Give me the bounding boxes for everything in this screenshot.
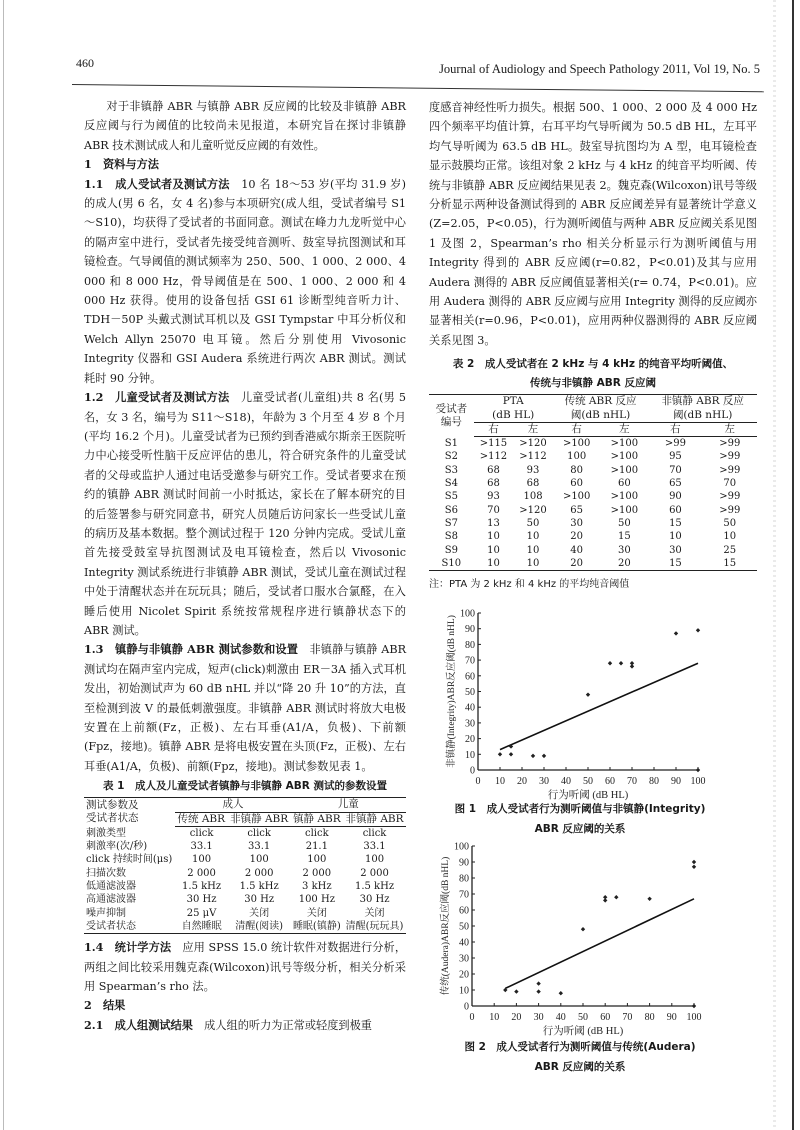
x-tick-label: 0: [475, 776, 481, 787]
row-label: 刺激类型: [86, 827, 126, 839]
cell: 睡眠(镇静): [292, 920, 341, 932]
cell: >100: [610, 451, 639, 463]
subject-id: S5: [444, 491, 458, 503]
right-column: [429, 98, 757, 595]
y-tick-label: 80: [465, 639, 475, 651]
cell: 60: [618, 478, 631, 490]
cell: 93: [526, 464, 540, 476]
ear-right: 右: [648, 422, 702, 436]
cell: 80: [570, 464, 584, 476]
y-tick-label: 90: [459, 857, 469, 869]
cell: 50: [526, 517, 540, 529]
x-tick-label: 30: [539, 776, 549, 787]
cell: 20: [570, 557, 584, 569]
table-1-caption: 表 1 成人及儿童受试者镇静与非镇静 ABR 测试的参数设置: [103, 780, 387, 793]
cell: 15: [618, 531, 631, 543]
subsection-1-4-title: 1.4 统计学方法: [84, 940, 172, 955]
subject-id: S10: [441, 557, 462, 569]
table-row: [429, 490, 757, 503]
ear-right: 右: [553, 422, 601, 436]
y-axis-label: 传统(Audera)ABR反应阈(dB nHL): [441, 856, 451, 996]
data-point-marker: [647, 897, 651, 901]
data-point-marker: [674, 631, 678, 635]
subsection-1-4-text: 应用 SPSS 15.0 统计软件对数据进行分析，两组之间比较采用魏克森(Wilcoxon)讯号等级分析，相关分析采用 Spearman’s rho 法。: [84, 941, 407, 993]
cell: 68: [487, 464, 500, 476]
y-tick-label: 30: [459, 953, 469, 965]
cell: 30 Hz: [359, 894, 390, 906]
cell: 60: [669, 504, 682, 516]
cell: >99: [719, 464, 741, 476]
cell: >100: [610, 504, 639, 516]
table-1-corner: [84, 798, 175, 827]
data-point-marker: [608, 661, 612, 665]
cell: 清醒(阅读): [235, 920, 284, 932]
cell: 70: [723, 478, 737, 490]
section-2-heading: 2 结果: [84, 998, 126, 1013]
journal-title: Journal of Audiology and Speech Pathology 2011, Vol 19, No. 5: [439, 62, 760, 76]
cell: 关闭: [364, 907, 385, 919]
data-point-marker: [603, 895, 607, 899]
subsection-1-4: [84, 938, 406, 996]
pta-unit: (dB HL): [474, 409, 553, 423]
cell: >120: [519, 504, 547, 516]
cell: 50: [618, 517, 631, 529]
cell: 15: [669, 557, 682, 569]
cell: 3 kHz: [302, 881, 332, 892]
data-point-marker: [696, 768, 700, 772]
data-point-marker: [514, 989, 518, 993]
ear-right: 右: [474, 422, 514, 436]
y-tick-label: 50: [465, 687, 475, 698]
cell: 93: [487, 491, 500, 503]
ear-left: 左: [513, 422, 553, 436]
y-tick-label: 60: [465, 671, 475, 683]
cell: >100: [562, 438, 591, 450]
cell: 25 μV: [186, 907, 217, 919]
table-row: [84, 907, 406, 920]
figure-2-scatter-plot: [430, 838, 730, 1037]
cell: 1.5 kHz: [354, 881, 395, 892]
pta-header: PTA: [502, 395, 524, 408]
cell: 68: [526, 478, 540, 490]
table-2-caption-line-1: 表 2 成人受试者在 2 kHz 与 4 kHz 的纯音平均听阈值、: [452, 358, 734, 371]
cell: 100: [249, 854, 269, 866]
subject-id: S7: [444, 517, 458, 529]
cell: 21.1: [305, 841, 328, 853]
cell: 清醒(玩玩具): [345, 920, 404, 932]
data-point-marker: [536, 981, 540, 985]
figure-1-scatter-plot: [430, 605, 730, 801]
subsection-2-1-title: 2.1 成人组测试结果: [84, 1017, 193, 1032]
table-row: [429, 477, 757, 490]
y-tick-label: 50: [459, 921, 469, 933]
table-row: [84, 840, 406, 853]
cell: click: [247, 827, 271, 839]
cell: >100: [610, 438, 639, 450]
cell: 10: [669, 531, 682, 543]
data-point-marker: [498, 752, 502, 756]
x-tick-label: 80: [649, 776, 659, 787]
cell: >100: [610, 464, 639, 476]
table-2-caption-line-2: 传统与非镇静 ABR 反应阈: [529, 377, 657, 390]
col-header: 传统 ABR: [175, 812, 227, 826]
cell: 10: [487, 557, 500, 569]
cell: 自然睡眠: [181, 920, 222, 932]
data-point-marker: [630, 661, 634, 665]
cell: 20: [618, 557, 631, 569]
header-rule: [72, 84, 764, 92]
x-tick-label: 50: [578, 1012, 588, 1023]
cell: 100: [192, 854, 212, 866]
cell: 50: [723, 517, 737, 529]
data-point-marker: [559, 991, 563, 995]
page-edge-left: [3, 0, 4, 1130]
cell: 30: [669, 544, 682, 556]
cell: 33.1: [248, 841, 271, 853]
cell: 10: [526, 531, 540, 543]
y-tick-label: 40: [459, 937, 469, 949]
scan-artifact: [773, 0, 776, 1130]
table-row: [429, 530, 757, 543]
figure-1-caption-line-1: 图 1 成人受试者行为测听阈值与非镇静(Integrity): [454, 803, 706, 815]
cell: 30: [570, 517, 584, 529]
cell: 100: [567, 451, 587, 463]
x-axis-label: 行为听阈 (dB HL): [542, 1026, 624, 1037]
group-child: 儿童: [291, 798, 406, 812]
col-header: 镇静 ABR: [291, 812, 344, 826]
row-label: 低通滤波器: [86, 881, 136, 892]
subsection-2-1: [84, 1016, 406, 1035]
cell: 70: [669, 464, 682, 476]
page-header: [72, 52, 762, 82]
x-tick-label: 90: [671, 776, 681, 787]
y-tick-label: 80: [459, 873, 469, 885]
y-tick-label: 10: [459, 985, 469, 997]
subsection-1-2-text: 儿童受试者(儿童组)共 8 名(男 5 名，女 3 名，编号为 S11～S18)，年龄为 3 个月至 4 岁 8 个月(平均 16.2 个月)。儿童受试者为已预约到香港威尔斯亲王医院听力中心接受听性脑干反应评估的患儿，符合研究条件的儿童受试者的父母或监护人通过电话受邀参与研究工作。受试者要求在预约的镇静 ABR 测试时间前一小时抵达，家长在了解本研究的目的后签署参与研究同意书，研究人员随后访问家长一些受试儿童的病历及基本数据。整个测试过程于 120 分钟内完成。受试儿童首先接受鼓室导抗图测试及电耳镜检查，然后以 Vivosonic Integrity 测试系统进行非镇静 ABR 测试，受试儿童在测试过程中处于清醒状态并在玩玩具；随后，受试者口服水合氯醛，在入睡后使用 Nicolet Spirit 系统按常规程序进行镇静状态下的 ABR 测试。: [84, 391, 407, 637]
y-tick-label: 40: [465, 702, 475, 714]
table-row: [429, 437, 757, 451]
section-1-heading: 1 资料与方法: [84, 157, 159, 172]
cell: 30 Hz: [186, 894, 217, 906]
x-tick-label: 70: [627, 776, 637, 787]
cell: 100: [307, 854, 327, 866]
regression-line: [505, 899, 694, 989]
cell: 20: [570, 531, 584, 543]
subject-id: S8: [444, 531, 458, 543]
cell: >100: [562, 491, 591, 503]
cell: 2 000: [360, 867, 389, 879]
x-tick-label: 60: [600, 1012, 611, 1023]
x-tick-label: 40: [561, 776, 571, 787]
cell: >99: [719, 438, 741, 450]
subsection-2-1-text: 成人组的听力为正常或轻度到极重: [192, 1018, 372, 1032]
y-axis-label: 非镇静(Integrity)ABR反应阈(dB nHL): [447, 615, 457, 768]
figure-2-caption-line-1: 图 2 成人受试者行为测听阈值与传统(Audera): [464, 1041, 696, 1053]
cell: 30 Hz: [244, 894, 275, 906]
cell: 关闭: [306, 907, 327, 919]
page-number: 460: [76, 56, 94, 70]
nonsed-unit: 阈(dB nHL): [648, 409, 757, 423]
data-point-marker: [586, 692, 590, 696]
y-tick-label: 100: [454, 841, 469, 853]
col-header: 非镇静 ABR: [228, 812, 291, 826]
table-row: [429, 504, 757, 517]
cell: 10: [723, 531, 737, 543]
cell: 2 000: [187, 867, 216, 879]
cell: >120: [519, 438, 547, 450]
table-row: [429, 517, 757, 530]
cell: 25: [723, 544, 737, 556]
table-row: [84, 867, 406, 880]
cell: 65: [570, 504, 584, 516]
y-tick-label: 90: [465, 624, 475, 636]
x-tick-label: 10: [489, 1012, 500, 1023]
cell: 108: [523, 491, 543, 503]
col-header: 非镇静 ABR: [343, 812, 406, 826]
subsection-1-3: [84, 640, 406, 776]
y-tick-label: 100: [460, 608, 475, 620]
subsection-1-1-text: 10 名 18～53 岁(平均 31.9 岁)的成人(男 6 名，女 4 名)参与本项研究(成人组，受试者编号 S1～S10)，均获得了受试者的书面同意。测试在峰力九龙听觉中心的隔声室中进行，受试者先接受纯音测听、鼓室导抗图测试和耳镜检查。气导阈值的测试频率为 250、500、1 000、2 000、4 000 和 8 000 Hz，骨导阈值是在 500、1 000、2 000 和 4 000 Hz 获得。使用的设备包括 GSI 61 诊断型纯音听力计、TDH－50P 头戴式测试耳机以及 GSI Tympstar 中耳分析仪和 Welch Allyn 25070 电耳镜。然后分别使用 Vivosonic Integrity 仪器和 GSI Audera 系统进行两次 ABR 测试。测试耗时 90 分钟。: [84, 177, 406, 385]
cell: 95: [669, 451, 682, 463]
subject-header-1: 受试者: [435, 402, 468, 415]
table-2-note: 注：PTA 为 2 kHz 和 4 kHz 的平均纯音阈值: [429, 579, 630, 591]
cell: 10: [487, 531, 500, 543]
data-point-marker: [614, 895, 618, 899]
ear-left: 左: [601, 422, 649, 436]
subject-header: [429, 395, 474, 437]
x-tick-label: 40: [555, 1012, 566, 1023]
x-tick-label: 20: [517, 776, 527, 787]
subsection-1-2-title: 1.2 儿童受试者及测试方法: [84, 390, 230, 405]
data-point-marker: [692, 860, 696, 864]
y-tick-label: 0: [464, 1001, 469, 1013]
subsection-1-3-text: 非镇静与镇静 ABR 测试均在隔声室内完成，短声(click)刺激由 ER－3A 插入式耳机发出，初始测试声为 60 dB nHL 并以“降 20 升 10”的方法，直至检测到波 V 的最低刺激强度。非镇静 ABR 测试时将放大电极安置在上前额(Fz，正极)、左右耳垂(A1/A，负极)、下前额(Fpz，接地)。镇静 ABR 是将电极安置在头顶(Fz，正极)、左右耳垂(A1/A，负极)、前额(Fpz，接地)。测试参数见表 1。: [84, 643, 407, 773]
table-row: [84, 826, 406, 840]
x-tick-label: 30: [533, 1012, 544, 1023]
x-tick-label: 60: [605, 776, 615, 787]
data-point-marker: [692, 1004, 696, 1008]
x-tick-label: 50: [583, 776, 593, 787]
cell: click: [305, 827, 329, 839]
cell: >99: [664, 438, 686, 450]
row-label: 刺激率(次/秒): [86, 841, 148, 853]
row-label: 噪声抑制: [86, 907, 126, 919]
x-tick-label: 70: [622, 1012, 633, 1023]
cell: 100: [365, 854, 385, 866]
cell: >115: [479, 438, 508, 450]
table-1: [84, 797, 406, 934]
cell: 10: [526, 544, 540, 556]
y-tick-label: 10: [465, 749, 475, 761]
figure-1: [430, 605, 730, 839]
cell: click: [189, 827, 214, 839]
table-row: [84, 853, 406, 866]
cell: 68: [487, 478, 500, 490]
trad-unit: 阈(dB nHL): [553, 409, 648, 423]
cell: 关闭: [249, 907, 270, 919]
subject-id: S6: [444, 504, 458, 516]
cell: 10: [487, 544, 500, 556]
cell: 40: [570, 544, 584, 556]
subsection-1-1: [84, 175, 406, 388]
table-row: [84, 880, 406, 893]
subject-id: S1: [444, 437, 458, 449]
y-tick-label: 30: [465, 718, 475, 730]
cell: 100 Hz: [298, 894, 335, 906]
y-tick-label: 20: [459, 969, 469, 981]
cell: 70: [487, 504, 500, 516]
cell: 15: [723, 557, 737, 569]
x-tick-label: 90: [666, 1012, 677, 1023]
x-axis-label: 行为听阈 (dB HL): [547, 790, 629, 801]
figure-2: [430, 838, 730, 1077]
cell: >99: [719, 451, 741, 463]
nonsed-header: 非镇静 ABR 反应: [661, 395, 744, 408]
ear-left: 左: [703, 422, 757, 436]
cell: 65: [669, 478, 682, 490]
cell: 33.1: [363, 841, 386, 853]
group-adult: 成人: [175, 798, 290, 812]
results-paragraph: 度感音神经性听力损失。根据 500、1 000、2 000 及 4 000 Hz 四个频率平均值计算，右耳平均气导听阈为 50.5 dB HL，左耳平均气导听阈为 63.5 dB HL。鼓室导抗图均为 A 型，电耳镜检查显示鼓膜均正常。该组对象 2 kHz 与 4 kHz 的纯音平均听阈、传统与非镇静 ABR 反应阈结果见表 2。魏克森(Wilcoxon)讯号等级分析显示两种设备测试得到的 ABR 反应阈差异有显著统计学意义(Z=2.05，P<0.05)，行为测听阈值与两种 ABR 反应阈关系见图 1 及图 2，Spearman’s rho 相关分析显示行为测听阈值与用 Integrity 得到的 ABR 反应阈(r=0.82，P<0.01)及其与应用 Audera 测得的 ABR 反应阈值显著相关(r= 0.74，P<0.01)。应用 Audera 测得的 ABR 反应阈与应用 Integrity 测得的反应阈亦显著相关(r=0.96，P<0.01)，应用两种仪器测得的 ABR 反应阈关系见图 3。: [429, 101, 757, 347]
table-row: [84, 893, 406, 906]
data-point-marker: [581, 927, 585, 931]
cell: >100: [610, 491, 639, 503]
table-2: [429, 394, 757, 571]
cell: 1.5 kHz: [182, 881, 222, 892]
table-row: [429, 544, 757, 557]
data-point-marker: [696, 628, 700, 632]
table-row: [429, 557, 757, 571]
cell: >112: [479, 451, 508, 463]
left-column: [84, 97, 406, 1035]
x-tick-label: 10: [495, 776, 505, 787]
cell: 1.5 kHz: [239, 881, 279, 892]
row-label: 高通滤波器: [86, 894, 136, 906]
table-row: [84, 920, 406, 934]
row-label: 扫描次数: [86, 867, 126, 879]
subject-id: S9: [444, 544, 458, 556]
data-point-marker: [692, 865, 696, 869]
cell: 30: [618, 544, 631, 556]
y-tick-label: 0: [470, 765, 475, 777]
x-tick-label: 20: [511, 1012, 522, 1023]
x-tick-label: 100: [690, 776, 706, 787]
subject-id: S2: [444, 451, 458, 463]
cell: >99: [719, 491, 741, 503]
figure-2-caption-line-2: ABR 反应阈的关系: [534, 1061, 626, 1073]
x-tick-label: 80: [644, 1012, 655, 1023]
cell: >99: [719, 504, 741, 516]
subject-id: S3: [444, 464, 458, 476]
y-tick-label: 60: [459, 905, 469, 917]
cell: 10: [526, 557, 540, 569]
subsection-1-3-title: 1.3 镇静与非镇静 ABR 测试参数和设置: [84, 642, 299, 657]
table-row: [429, 450, 757, 463]
subject-header-2: 编号: [440, 415, 462, 428]
cell: 2 000: [244, 867, 274, 879]
cell: 33.1: [190, 841, 213, 853]
x-tick-label: 100: [686, 1012, 702, 1023]
data-point-marker: [531, 754, 535, 758]
cell: click: [362, 827, 387, 839]
y-tick-label: 20: [465, 734, 475, 746]
row-label: click 持续时间(μs): [86, 854, 173, 866]
cell: 13: [487, 517, 500, 529]
corner-line-1: 测试参数及: [86, 798, 139, 811]
subject-id: S4: [444, 478, 458, 490]
cell: 90: [669, 491, 682, 503]
data-point-marker: [509, 752, 513, 756]
table-2-body: [429, 437, 757, 571]
corner-line-2: 受试者状态: [86, 812, 139, 825]
cell: 60: [570, 478, 584, 490]
data-point-marker: [542, 754, 546, 758]
data-point-marker: [536, 989, 540, 993]
row-label: 受试者状态: [86, 920, 136, 932]
subsection-1-1-title: 1.1 成人受试者及测试方法: [84, 176, 230, 191]
subsection-1-2: [84, 388, 406, 640]
cell: >112: [519, 451, 547, 463]
x-tick-label: 0: [469, 1012, 475, 1023]
cell: 2 000: [302, 867, 332, 879]
regression-line: [500, 663, 698, 749]
y-tick-label: 70: [465, 655, 475, 667]
figure-1-caption-line-2: ABR 反应阈的关系: [534, 823, 626, 835]
intro-paragraph: 对于非镇静 ABR 与镇静 ABR 反应阈的比较及非镇静 ABR 反应阈与行为阈值的比较尚未见报道，本研究旨在探讨非镇静 ABR 技术测试成人和儿童听觉反应阈的有效性。: [84, 100, 406, 152]
data-point-marker: [619, 661, 623, 665]
page-edge-right: [792, 0, 794, 1130]
y-tick-label: 70: [459, 889, 469, 901]
cell: 15: [669, 517, 682, 529]
table-row: [429, 464, 757, 477]
trad-header: 传统 ABR 反应: [564, 395, 637, 408]
